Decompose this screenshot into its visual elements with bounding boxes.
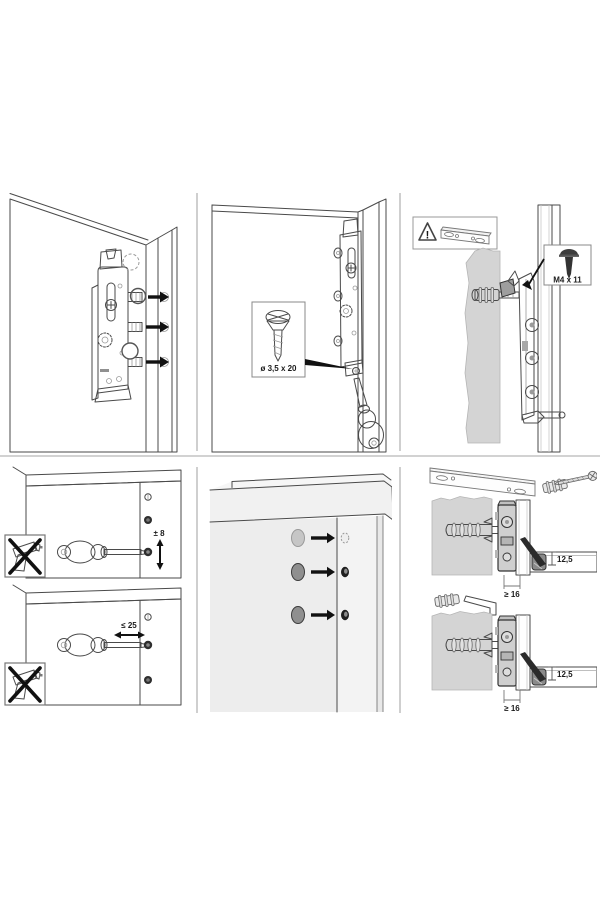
machine-screw-size-label: M4 x 11 [553,275,582,285]
wood-screw-size-label: ø 3,5 x 20 [260,364,297,373]
min-edge-distance-label: ≥ 16 [504,704,520,713]
arrow-icon [146,360,160,363]
callout-pointer [529,259,544,284]
vertical-divider-bottom-2 [399,467,401,713]
svg-text:!: ! [425,229,430,242]
cover-cap-light [292,530,305,547]
height-adjustment-label: ± 8 [153,529,165,538]
step-screw-hanger-panel [205,193,395,455]
step-wall-mount-panel [405,193,597,455]
vertical-divider-top-1 [196,193,198,451]
cover-cap-dark [292,564,305,581]
warning-box [413,217,497,249]
wall-plug-icon [434,593,459,608]
cabinet-side-plan [516,615,530,690]
thickness-dimension [548,552,573,565]
hanger-side-profile [500,271,565,423]
arrow-icon [311,536,327,539]
screw-callout [252,302,305,377]
hanger-bracket [334,219,363,376]
depth-adjustment-diagram [5,585,181,705]
plan-view-A [432,497,597,600]
thickness-dimension [548,667,573,680]
vertical-divider-top-2 [399,193,401,451]
cover-cap-dark [292,607,305,624]
step-cover-caps-panel [207,465,392,715]
hanger-plan [495,616,516,686]
hole-outline-dashed [341,533,349,543]
callout-pointer [305,359,353,369]
wall-rail [430,468,535,496]
mounting-stud-2 [128,323,142,332]
cabinet-side-plan [516,500,530,575]
machine-screw-callout [544,245,591,285]
vertical-divider-bottom-1 [196,467,198,713]
hanger-bracket [92,249,146,402]
cabinet-front-drawing [210,474,392,712]
arrow-icon [148,295,160,298]
min-edge-distance-label: ≥ 16 [504,590,520,599]
cabinet-corner-drawing [10,194,177,453]
no-drill-warning [5,535,45,577]
wall [465,248,500,443]
step-attach-hanger-panel [8,193,194,455]
panel-thickness-label: 12,5 [557,670,573,679]
panel-thickness-label: 12,5 [557,555,573,564]
arrow-icon [311,613,327,616]
plan-view-B [432,612,597,714]
arrow-icon [311,570,327,573]
vertical-double-arrow-icon [157,539,164,570]
arrow-icon [146,325,160,328]
screwdriver [58,541,149,563]
hook-tool-icon [464,596,496,615]
step-adjustment-panel [3,465,196,715]
edge-distance-dimension [504,575,520,599]
height-adjustment-diagram [5,467,181,578]
depth-adjustment-label: ≤ 25 [121,621,137,630]
horizontal-divider [0,455,600,457]
edge-distance-dimension [504,690,520,713]
hanger-plan [495,501,516,571]
screwdriver [58,634,149,656]
no-drill-warning [5,663,45,705]
cap-outline-3 [122,343,138,359]
step-wall-fixing-panel [408,465,597,715]
